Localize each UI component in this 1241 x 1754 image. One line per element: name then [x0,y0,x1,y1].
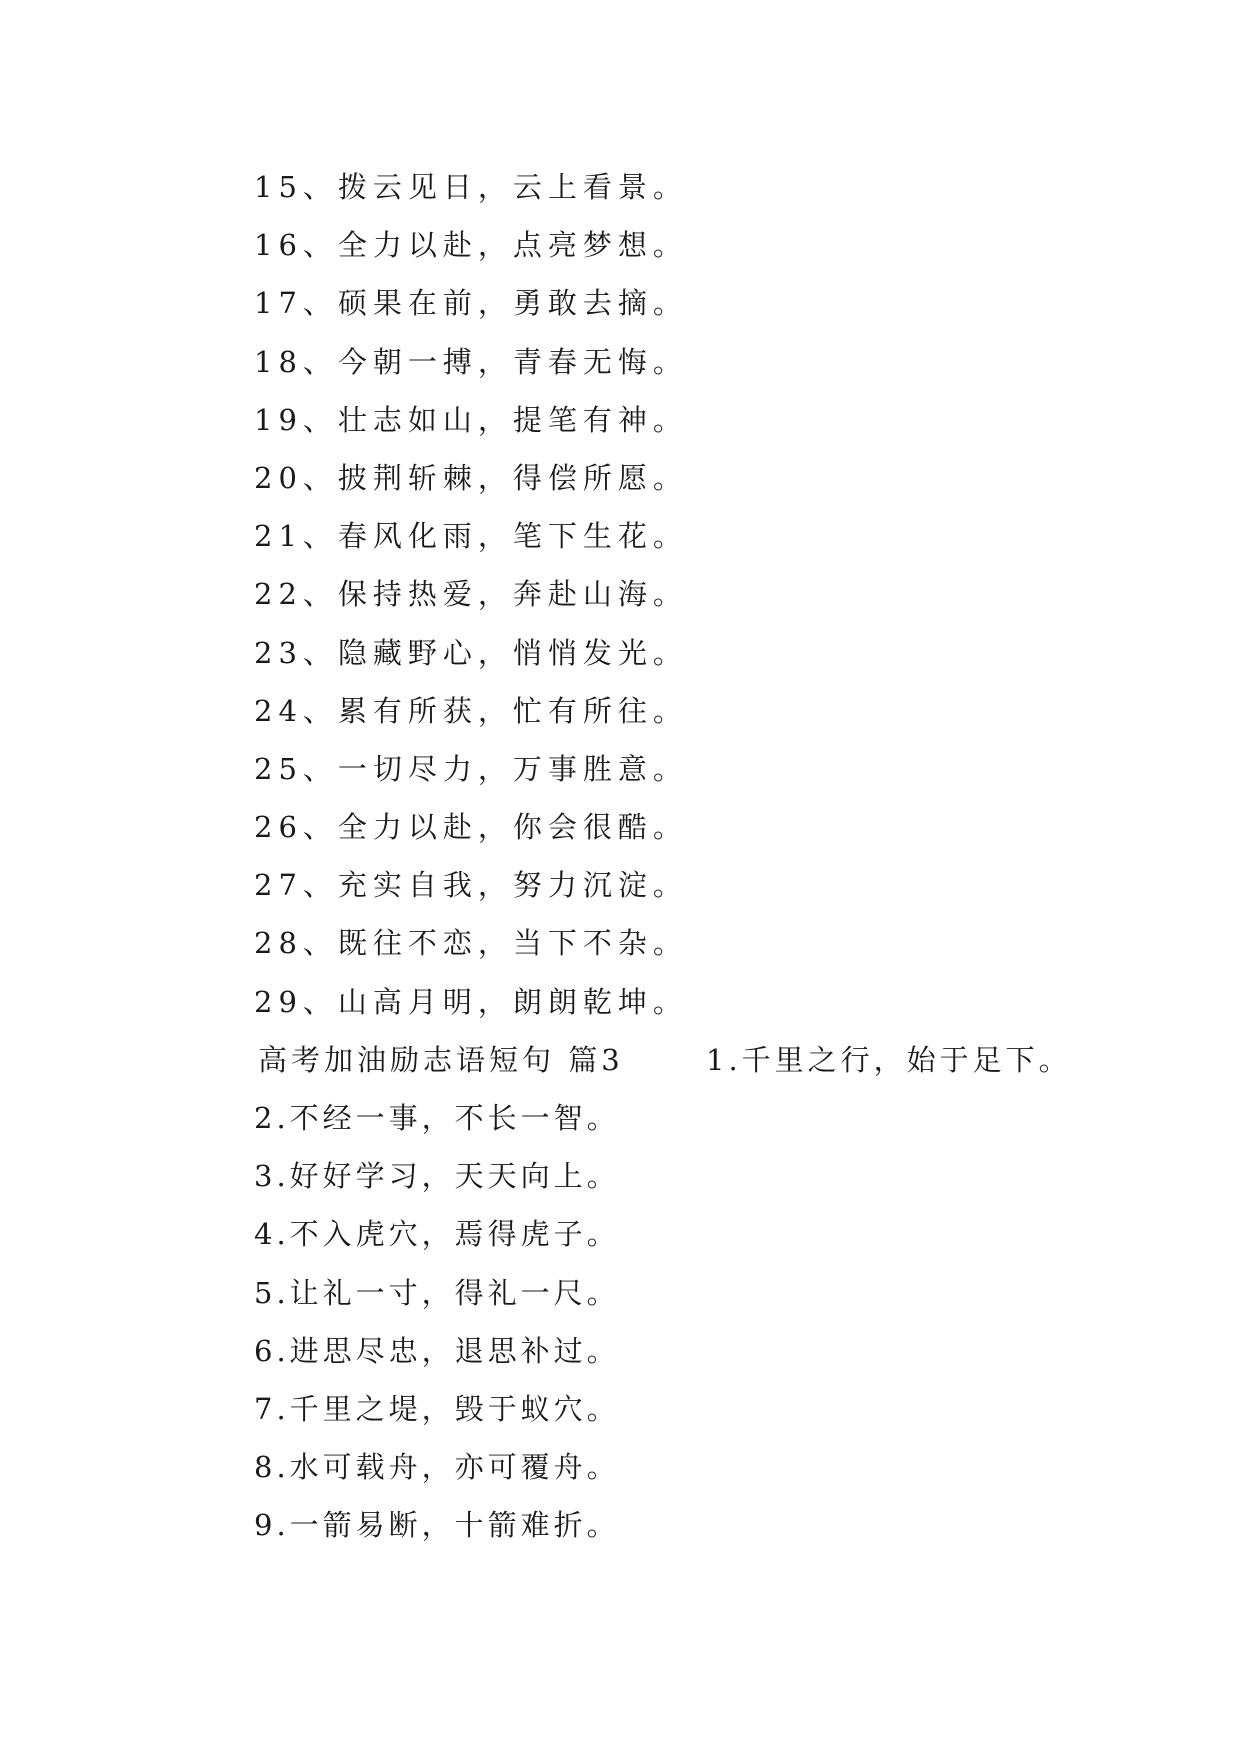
list-item: 2.不经一事，不长一智。 [254,1101,620,1135]
list-item: 3.好好学习，天天向上。 [254,1159,620,1194]
list-item: 16、全力以赴，点亮梦想。 [254,228,688,263]
list-item: 5.让礼一寸，得礼一尺。 [254,1275,620,1310]
list-item: 25、一切尽力，万事胜意。 [254,751,688,786]
list-item: 17、硕果在前，勇敢去摘。 [254,286,688,321]
list-item: 20、披荆斩棘，得偿所愿。 [254,460,688,495]
list-item: 19、壮志如山，提笔有神。 [254,402,688,437]
list-item: 8.水可载舟，亦可覆舟。 [254,1450,620,1485]
section-title: 高考加油励志语短句 篇3 [258,1042,624,1077]
list-item: 26、全力以赴，你会很酷。 [254,810,688,845]
section-heading-row [254,1031,1154,1089]
list-item: 15、拨云见日，云上看景。 [254,170,688,204]
list-item: 28、既往不恋，当下不杂。 [254,926,688,961]
list-item: 23、隐藏野心，悄悄发光。 [254,635,688,670]
list-item: 29、山高月明，朗朗乾坤。 [254,984,688,1019]
list-item: 7.千里之堤，毁于蚁穴。 [254,1391,620,1426]
list-item: 21、春风化雨，笔下生花。 [254,519,688,554]
list-item: 24、累有所获，忙有所往。 [254,693,688,728]
section-first-item: 1.千里之行，始于足下。 [706,1042,1072,1077]
document-body [254,158,1154,1555]
list-item: 9.一箭易断，十箭难折。 [254,1508,620,1543]
list-item: 18、今朝一搏，青春无悔。 [254,344,688,379]
list-item: 6.进思尽忠，退思补过。 [254,1333,620,1368]
list-item: 27、充实自我，努力沉淀。 [254,868,688,903]
list-item: 22、保持热爱，奔赴山海。 [254,577,688,612]
list-item: 4.不入虎穴，焉得虎子。 [254,1217,620,1252]
